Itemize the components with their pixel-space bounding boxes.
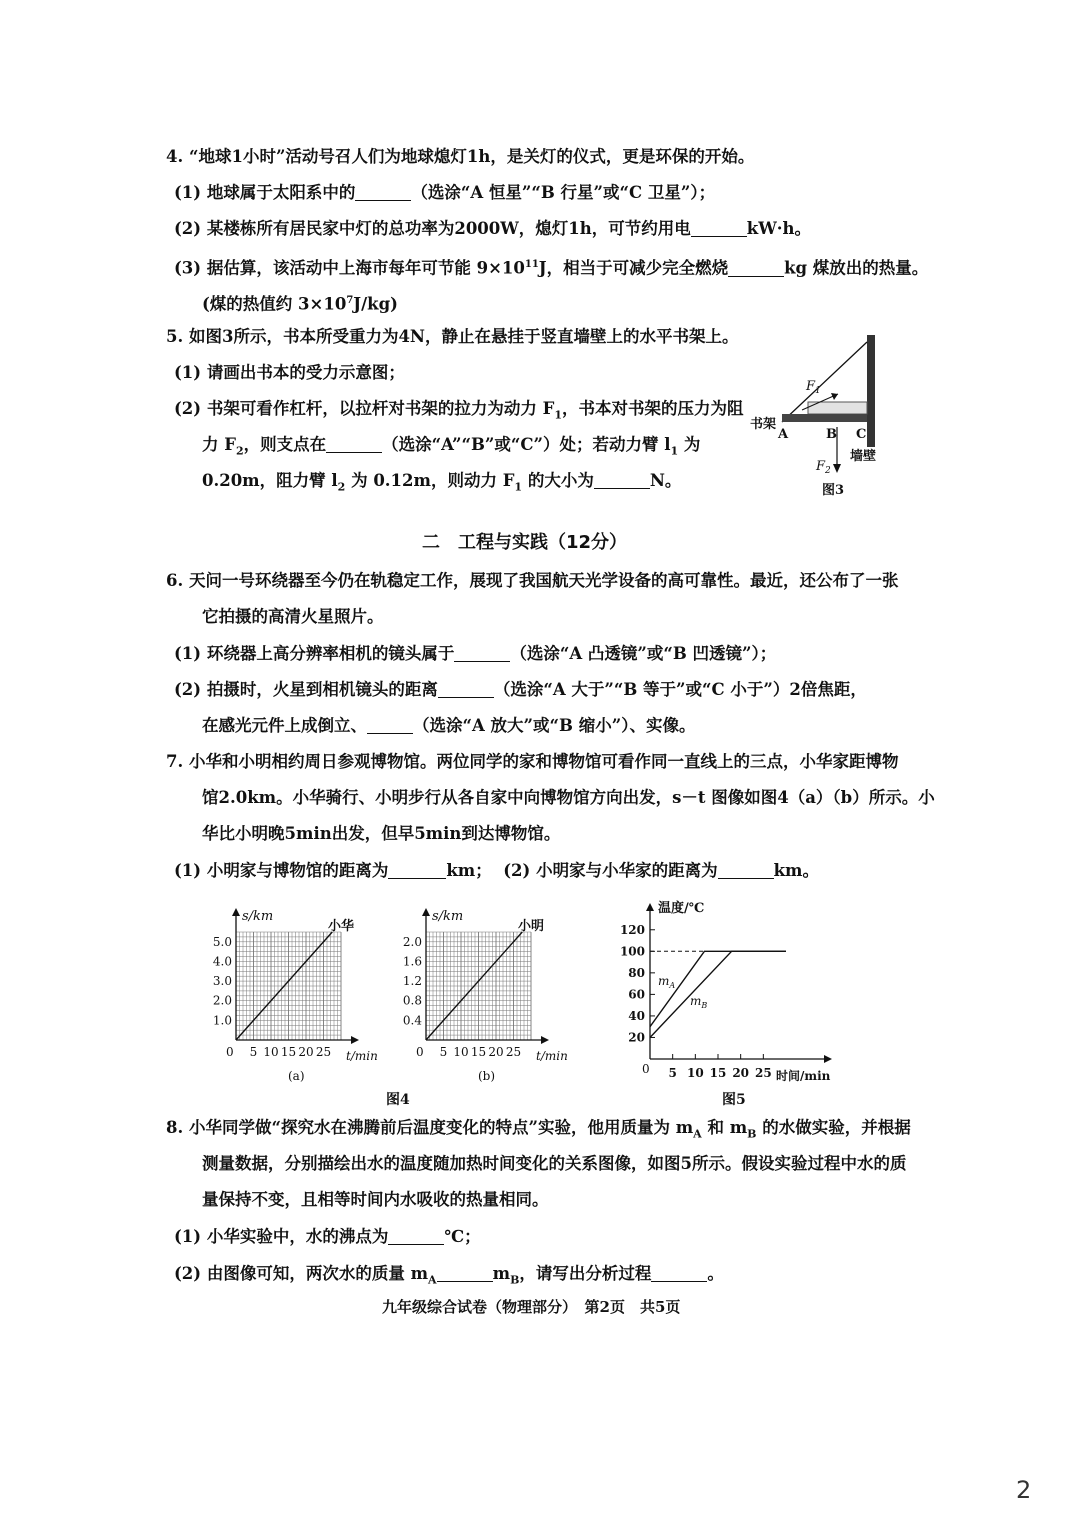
figure-3-caption: 图3: [822, 483, 845, 498]
fig5-xlabel: 时间/min: [776, 1069, 831, 1083]
q5-part2-line3: 0.20m，阻力臂 $l_2$ 为 0.12m，则动力 $F_1$ 的大小为 N。: [202, 471, 682, 494]
fig5-xtick: 20: [732, 1066, 750, 1080]
fig4b-origin: 0: [416, 1045, 424, 1059]
fig5-xtick: 25: [754, 1066, 772, 1080]
q4-part1: (1) 地球属于太阳系中的 （选涂“A 恒星”“B 行星”或“C 卫星”）；: [174, 183, 716, 202]
shelf: [782, 414, 867, 422]
q8-part2: (2) 由图像可知，两次水的质量 $m_A$ $m_B$，请写出分析过程 。: [174, 1264, 724, 1287]
fig4b-ytick: 2.0: [402, 934, 422, 949]
label-c: C: [856, 427, 867, 442]
fig4a-ytick: 3.0: [212, 974, 232, 989]
label-b: B: [826, 427, 837, 442]
q4-part3: (3) 据估算，该活动中上海市每年可节能 $9\times 10^{11}J$，相当于可减少完全燃烧 kg 煤放出的热量。: [174, 258, 929, 278]
fig4b-ytick: 0.8: [402, 993, 422, 1008]
fig4a-ytick: 2.0: [212, 993, 232, 1008]
fig5-ytick: 120: [619, 922, 645, 937]
label-wall: 墙壁: [850, 449, 877, 464]
q5-part2-line2: 力 $F_2$，则支点在 （选涂“A”“B”或“C”）处；若动力臂 $l_1$ 为: [202, 435, 701, 458]
fig4b-series-label: 小明: [518, 919, 545, 934]
fig4b-xtick: 20: [488, 1045, 504, 1059]
fig4a-xtick: 25: [315, 1045, 332, 1059]
q8-stem: 8. 小华同学做“探究水在沸腾前后温度变化的特点”实验，他用质量为 $m_A$ 和 $m_B$ 的水做实验，并根据: [166, 1118, 911, 1141]
fig4b-xtick: 10: [453, 1045, 469, 1059]
q7-stem: 7. 小华和小明相约周日参观博物馆。两位同学的家和博物馆可看作同一直线上的三点，小华家距博物: [166, 752, 899, 771]
fig5-ytick: 60: [628, 987, 645, 1002]
figure-5-chart: [616, 895, 840, 1095]
label-shelf: 书架: [750, 417, 777, 432]
q7-stem-line2: 馆2.0km。小华骑行、小明步行从各自家中向博物馆方向出发，s－t 图像如图4（a）（b）所示。小: [202, 788, 935, 807]
fig4a-ytick: 4.0: [212, 954, 232, 969]
fig4b-ytick: 1.6: [402, 954, 422, 969]
page-number: 2: [1016, 1476, 1032, 1504]
fig5-ytick: 100: [619, 944, 645, 959]
fig5-ytick: 20: [628, 1030, 645, 1045]
q4-stem: 4. “地球1小时”活动号召人们为地球熄灯1h，是关灯的仪式，更是环保的开始。: [166, 147, 755, 166]
page-footer: 九年级综合试卷（物理部分） 第2页 共5页: [382, 1298, 681, 1316]
fig4a-series-label: 小华: [328, 919, 355, 934]
fig5-y-arrow: [646, 903, 654, 911]
fig4a-x-arrow: [351, 1036, 359, 1044]
fig4a-subcaption: (a): [288, 1069, 305, 1083]
fig4a-origin: 0: [226, 1045, 234, 1059]
fig4b-x-arrow: [541, 1036, 549, 1044]
fig4a-ytick: 5.0: [212, 934, 232, 949]
fig5-series-mb: [650, 951, 786, 1037]
figure-5-caption: 图5: [722, 1092, 746, 1108]
fig5-xtick: 5: [668, 1066, 677, 1080]
q8-stem-line3: 量保持不变，且相等时间内水吸收的热量相同。: [202, 1190, 549, 1209]
fig4a-y-arrow: [232, 908, 240, 916]
fig4b-y-arrow: [422, 908, 430, 916]
fig4b-ytick: 0.4: [402, 1013, 422, 1028]
figure-3-shelf-diagram: [750, 330, 900, 505]
fig4b-xlabel: t/min: [536, 1049, 568, 1063]
q5-part2: (2) 书架可看作杠杆，以拉杆对书架的拉力为动力 $F_1$，书本对书架的压力为阻: [174, 399, 744, 422]
fig4b-xtick: 15: [470, 1045, 487, 1059]
label-f1: $F_1$: [806, 379, 821, 396]
q6-stem-line2: 它拍摄的高清火星照片。: [202, 607, 384, 626]
q7-parts: (1) 小明家与博物馆的距离为 km； (2) 小明家与小华家的距离为 km。: [174, 861, 819, 880]
figure-4b-chart: [396, 900, 578, 1090]
fig5-xtick: 10: [686, 1066, 704, 1080]
label-a: A: [778, 427, 789, 442]
q5-part1: (1) 请画出书本的受力示意图；: [174, 363, 405, 382]
q6-part1: (1) 环绕器上高分辨率相机的镜头属于 （选涂“A 凸透镜”或“B 凹透镜”）；: [174, 644, 777, 663]
fig4a-xtick: 5: [249, 1045, 258, 1059]
fig4a-xtick: 10: [263, 1045, 279, 1059]
fig4a-ylabel: s/km: [242, 909, 274, 924]
fig4b-ytick: 1.2: [402, 974, 422, 989]
section-2-title: 二 工程与实践（12分）: [422, 532, 628, 553]
wall: [867, 335, 875, 447]
fig5-ytick: 80: [628, 965, 645, 980]
fig5-x-arrow: [824, 1055, 832, 1063]
q4-part2: (2) 某楼栋所有居民家中灯的总功率为2000W，熄灯1h，可节约用电 kW·h。: [174, 219, 811, 238]
q6-part2-line2: 在感光元件上成倒立、 （选涂“A 放大”或“B 缩小”）、实像。: [202, 716, 696, 735]
fig4b-xtick: 25: [505, 1045, 522, 1059]
fig5-ylabel: 温度/℃: [658, 901, 705, 916]
fig4a-xtick: 15: [280, 1045, 297, 1059]
q4-note: (煤的热值约 $3\times 10^7J/kg$): [202, 294, 398, 314]
q8-stem-line2: 测量数据，分别描绘出水的温度随加热时间变化的关系图像，如图5所示。假设实验过程中水的质: [202, 1154, 907, 1173]
figure-4a-chart: [206, 900, 388, 1090]
fig4b-ylabel: s/km: [432, 909, 464, 924]
q8-part1: (1) 小华实验中，水的沸点为 ℃；: [174, 1227, 481, 1246]
figure-4-caption: 图4: [386, 1092, 410, 1108]
fig4a-xlabel: t/min: [346, 1049, 378, 1063]
label-ma: $m_A$: [658, 974, 676, 990]
fig4a-xtick: 20: [298, 1045, 314, 1059]
fig5-xtick: 15: [709, 1066, 727, 1080]
fig5-origin: 0: [642, 1062, 650, 1076]
fig4a-ytick: 1.0: [212, 1013, 232, 1028]
fig4b-subcaption: (b): [478, 1069, 496, 1083]
fig5-ytick: 40: [628, 1008, 645, 1023]
q5-stem: 5. 如图3所示，书本所受重力为4N，静止在悬挂于竖直墙壁上的水平书架上。: [166, 327, 739, 346]
q6-stem: 6. 天问一号环绕器至今仍在轨稳定工作，展现了我国航天光学设备的高可靠性。最近，还公布了一张: [166, 571, 899, 590]
q7-stem-line3: 华比小明晚5min出发，但早5min到达博物馆。: [202, 824, 561, 843]
q6-part2: (2) 拍摄时，火星到相机镜头的距离 （选涂“A 大于”“B 等于”或“C 小于”）2倍焦距，: [174, 680, 867, 699]
fig4b-xtick: 5: [439, 1045, 448, 1059]
label-f2: $F_2$: [816, 459, 831, 476]
label-mb: $m_B$: [690, 994, 708, 1010]
